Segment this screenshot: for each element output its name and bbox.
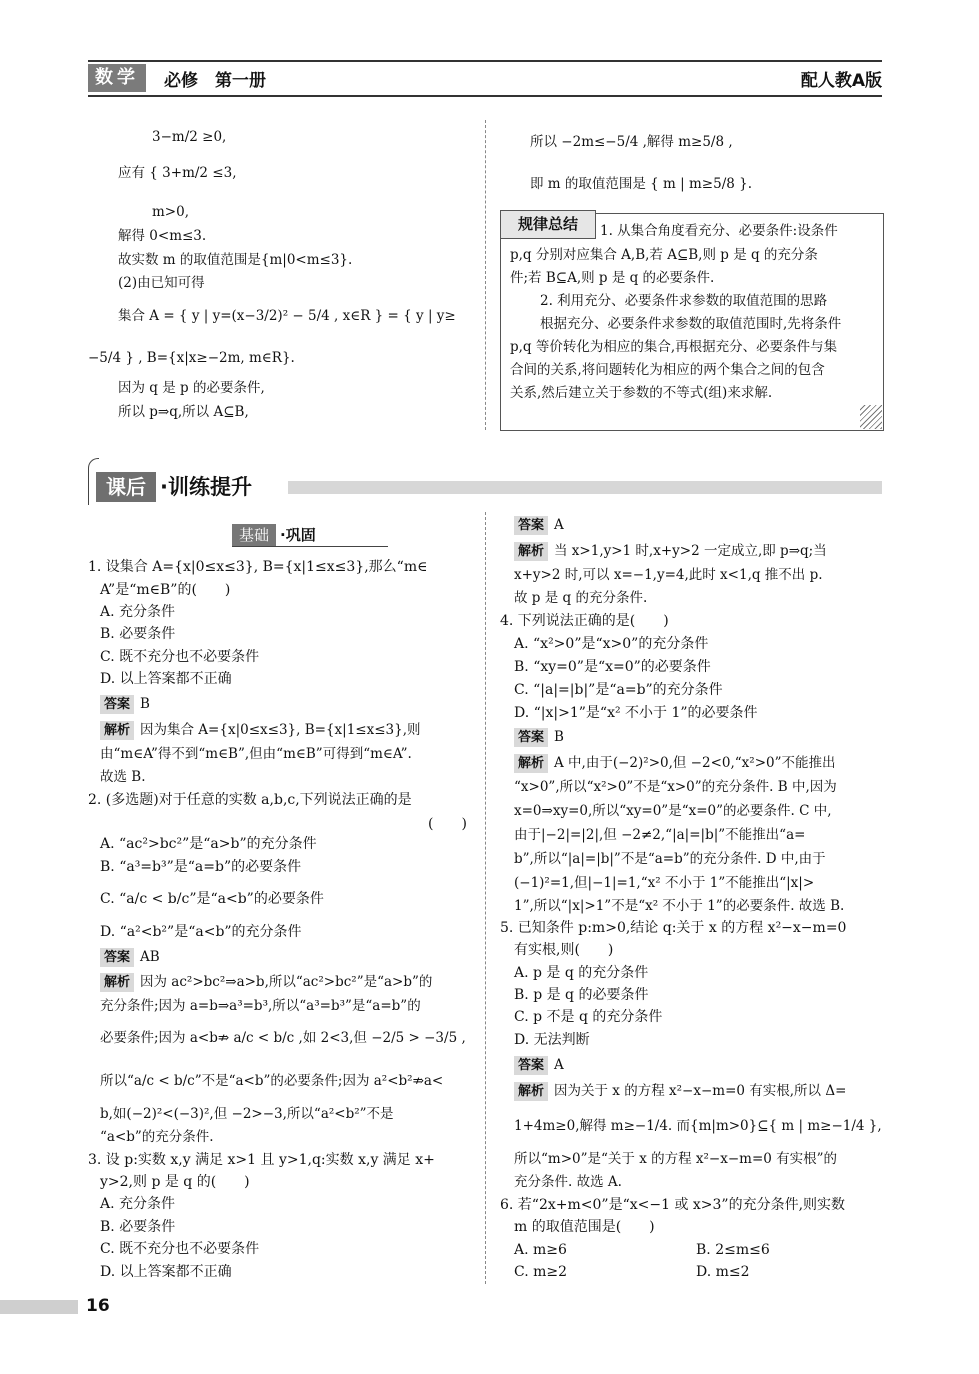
right-col-line: 6. 若“2x+m<0”是“x<−1 或 x>3”的充分条件,则实数 [500,1197,846,1213]
answer-line: 答案 A [514,1055,564,1075]
left-col-line: 2. (多选题)对于任意的实数 a,b,c,下列说法正确的是 [88,792,412,808]
answer-label: 答案 [100,695,134,714]
analysis-line: 解析 当 x>1,y>1 时,x+y>2 一定成立,即 p⇒q;当 [514,541,827,561]
answer-line: 答案 AB [100,947,160,967]
option-d: D. m≤2 [696,1264,750,1280]
analysis-line: 必要条件;因为 a<b⇏ a/c < b/c ,如 2<3,但 −2/5 > −3/5 , [100,1030,466,1046]
rule-line: p,q 等价转化为相应的集合,再根据充分、必要条件与集 [510,339,838,355]
analysis-label: 解析 [514,754,548,773]
left-col-line: B. 必要条件 [100,1219,176,1235]
answer-label: 答案 [514,516,548,535]
right-col-line: D. 无法判断 [514,1032,590,1048]
analysis-line: 故选 B. [100,769,146,785]
left-top-line: 故实数 m 的取值范围是{m|0<m≤3}. [118,252,353,268]
answer-label: 答案 [514,728,548,747]
page-number-bar [0,1300,78,1314]
analysis-label: 解析 [514,1082,548,1101]
right-col-line: B. p 是 q 的必要条件 [514,987,649,1003]
analysis-line: 解析 因为 ac²>bc²⇒a>b,所以“ac²>bc²”是“a>b”的 [100,972,432,992]
right-col-line: C. “|a|=|b|”是“a=b”的充分条件 [514,682,723,698]
analysis-line: 所以“a/c < b/c”不是“a<b”的必要条件;因为 a²<b²⇏a< [100,1073,444,1089]
answer-line: 答案 A [514,515,564,535]
left-top-line: 集合 A = { y | y=(x−3/2)² − 5/4 , x∈R } = { y | y≥ [118,308,456,324]
right-col-line: A. p 是 q 的充分条件 [514,965,649,981]
right-col-line: B. “xy=0”是“x=0”的必要条件 [514,659,711,675]
right-top-line: 所以 −2m≤−5/4 ,解得 m≥5/8 , [530,134,733,150]
left-col-line: A”是“m∈B”的( ) [100,582,231,598]
left-col-line: B. “a³=b³”是“a=b”的必要条件 [100,859,302,875]
left-top-line: 解得 0<m≤3. [118,228,207,244]
analysis-line: 1”,所以“|x|>1”不是“x² 不小于 1”的必要条件. 故选 B. [514,898,845,914]
left-top-line: 3−m/2 ≥0, [152,129,227,145]
left-col-line: D. “a²<b²”是“a<b”的充分条件 [100,924,302,940]
analysis-line: 由“m∈A”得不到“m∈B”,但由“m∈B”可得到“m∈A”. [100,746,412,762]
right-col-line: 有实根,则( ) [514,942,614,958]
analysis-label: 解析 [100,721,134,740]
header-top-rule [88,60,882,62]
right-col-line: D. “|x|>1”是“x² 不小于 1”的必要条件 [514,705,758,721]
rule-summary-tag: 规律总结 [500,210,596,239]
right-top-line: 即 m 的取值范围是 { m | m≥5/8 }. [530,176,752,192]
subject-badge: 数学 [88,64,146,92]
analysis-line: 充分条件;因为 a=b⇒a³=b³,所以“a³=b³”是“a=b”的 [100,998,421,1014]
analysis-line: 充分条件. 故选 A. [514,1174,622,1190]
left-col-line: y>2,则 p 是 q 的( ) [100,1174,250,1190]
basic-title: ·巩固 [280,526,316,544]
analysis-line: 所以“m>0”是“关于 x 的方程 x²−x−m=0 有实根”的 [514,1151,838,1167]
edition-label: 配人教A版 [800,71,882,91]
analysis-line: “a<b”的充分条件. [100,1129,214,1145]
left-top-line: 因为 q 是 p 的必要条件, [118,380,265,396]
section-bar [288,481,882,494]
rule-line: 2. 利用充分、必要条件求参数的取值范围的思路 [540,293,828,309]
analysis-line: 解析 因为集合 A={x|0≤x≤3}, B={x|1≤x≤3},则 [100,720,420,740]
right-col-line: 4. 下列说法正确的是( ) [500,613,669,629]
answer-label: 答案 [514,1056,548,1075]
analysis-line: “x>0”,所以“x²>0”不是“x>0”的充分条件. B 中,因为 [514,779,837,795]
rule-line: 件;若 B⊆A,则 p 是 q 的必要条件. [510,270,715,286]
analysis-line: 解析 A 中,由于(−2)²>0,但 −2<0,“x²>0”不能推出 [514,753,836,773]
analysis-line: 故 p 是 q 的充分条件. [514,590,648,606]
section-title: ·训练提升 [160,475,252,499]
left-col-line: A. 充分条件 [100,1196,176,1212]
analysis-line: (−1)²=1,但|−1|=1,“x² 不小于 1”不能推出“|x|> [514,875,815,891]
left-col-line: D. 以上答案都不正确 [100,1264,232,1280]
answer-line: 答案 B [100,694,150,714]
answer-line: 答案 B [514,727,564,747]
left-col-line: 3. 设 p:实数 x,y 满足 x>1 且 y>1,q:实数 x,y 满足 x+ [88,1152,435,1168]
book-title: 必修 第一册 [164,71,266,91]
right-col-line: A. “x²>0”是“x>0”的充分条件 [514,636,709,652]
analysis-line: x+y>2 时,可以 x=−1,y=4,此时 x<1,q 推不出 p. [514,567,823,583]
left-col-line: C. 既不充分也不必要条件 [100,1241,260,1257]
page-number: 16 [86,1296,110,1316]
analysis-line: x=0⇒xy=0,所以“xy=0”是“x=0”的必要条件. C 中, [514,803,832,819]
left-top-line: −5/4 } , B={x|x≥−2m, m∈R}. [88,350,295,366]
left-top-line: 所以 p⇒q,所以 A⊆B, [118,404,249,420]
rule-line: p,q 分别对应集合 A,B,若 A⊆B,则 p 是 q 的充分条 [510,247,818,263]
left-col-line: A. 充分条件 [100,604,176,620]
rule-line: 关系,然后建立关于参数的不等式(组)来求解. [510,385,773,401]
left-top-line: (2)由已知可得 [118,275,205,291]
analysis-line: b,如(−2)²<(−3)²,但 −2>−3,所以“a²<b²”不是 [100,1106,394,1122]
right-col-line: m 的取值范围是( ) [514,1219,655,1235]
analysis-line: 由于|−2|=|2|,但 −2≠2,“|a|=|b|”不能推出“a= [514,827,806,843]
column-divider-bottom [485,512,486,1284]
analysis-line: b”,所以“|a|=|b|”不是“a=b”的充分条件. D 中,由于 [514,851,826,867]
left-top-line: m>0, [152,204,189,220]
rule-line: 根据充分、必要条件求参数的取值范围时,先将条件 [540,316,842,332]
option-c: C. m≥2 [514,1264,568,1280]
rule-line: 1. 从集合角度看充分、必要条件:设条件 [600,223,838,239]
basic-tag: 基础 [232,524,276,546]
left-col-line: 1. 设集合 A={x|0≤x≤3}, B={x|1≤x≤3},那么“m∈ [88,559,428,575]
left-col-line: B. 必要条件 [100,626,176,642]
box-corner-decoration [860,405,882,429]
rule-line: 合间的关系,将问题转化为相应的两个集合之间的包含 [510,362,825,378]
left-top-line: 应有 { 3+m/2 ≤3, [118,165,237,181]
basic-underline [232,546,388,547]
column-divider-top [485,120,486,430]
left-col-line: C. 既不充分也不必要条件 [100,649,260,665]
right-col-line: C. p 不是 q 的充分条件 [514,1009,663,1025]
left-col-line: D. 以上答案都不正确 [100,671,232,687]
option-a: A. m≥6 [514,1242,567,1258]
analysis-label: 解析 [100,973,134,992]
section-tag: 课后 [96,472,156,502]
analysis-label: 解析 [514,542,548,561]
left-col-line: C. “a/c < b/c”是“a<b”的必要条件 [100,891,324,907]
left-col-line: ( ) [428,816,467,832]
answer-label: 答案 [100,948,134,967]
left-col-line: A. “ac²>bc²”是“a>b”的充分条件 [100,836,317,852]
analysis-line: 1+4m≥0,解得 m≥−1/4. 而{m|m>0}⊆{ m | m≥−1/4 }, [514,1118,882,1134]
analysis-line: 解析 因为关于 x 的方程 x²−x−m=0 有实根,所以 Δ= [514,1081,846,1101]
option-b: B. 2≤m≤6 [696,1242,770,1258]
header-bottom-rule [88,95,882,97]
right-col-line: 5. 已知条件 p:m>0,结论 q:关于 x 的方程 x²−x−m=0 [500,920,847,936]
